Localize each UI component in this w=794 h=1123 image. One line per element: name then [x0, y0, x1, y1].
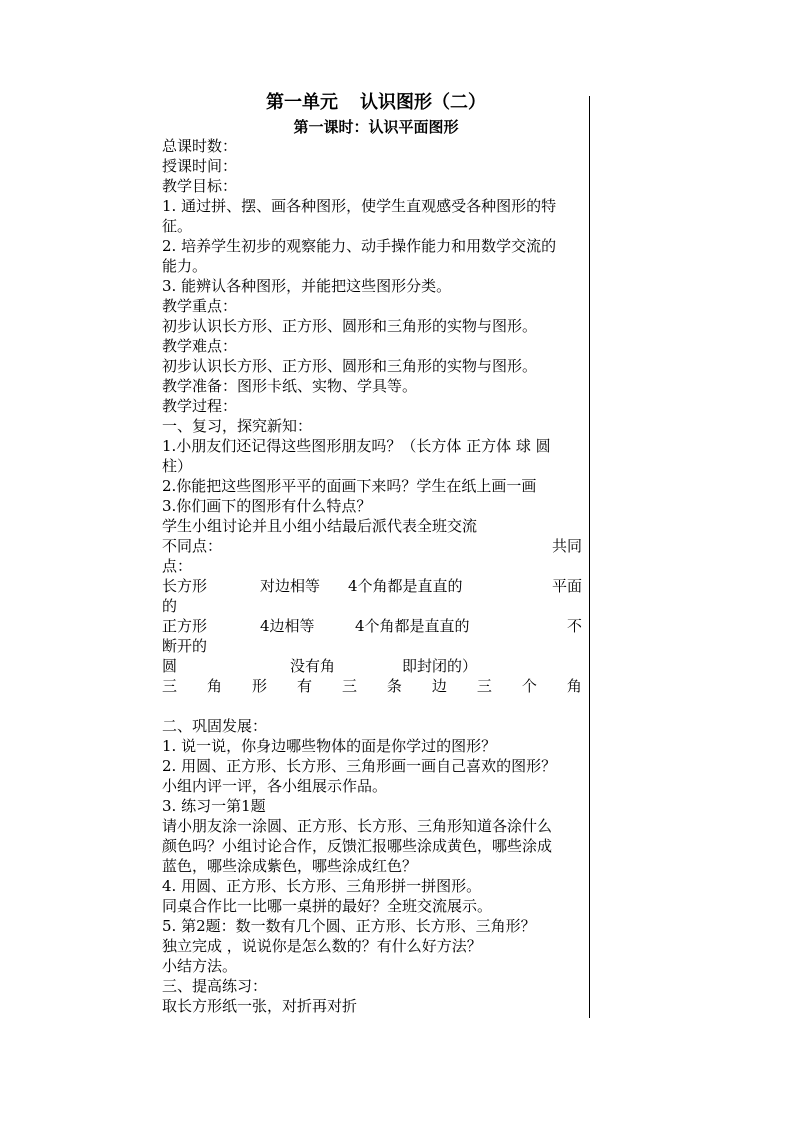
shape-name: 长方形	[162, 577, 208, 595]
text-line: 1. 说一说，你身边哪些物体的面是你学过的图形？	[162, 737, 497, 755]
text-line: 取长方形纸一张，对折再对折	[162, 997, 358, 1015]
page-title	[162, 92, 590, 114]
text-line: 小组内评一评，各小组展示作品。	[162, 777, 388, 795]
text-line: 的	[162, 597, 178, 615]
text-line: 柱）	[162, 457, 193, 475]
text-line: 点：	[162, 557, 193, 575]
char: 角	[566, 677, 582, 695]
char: 条	[386, 677, 402, 695]
shape-angles: 4个角都是直直的	[355, 617, 470, 635]
char: 形	[251, 677, 267, 695]
text-line: 初步认识长方形、正方形、圆形和三角形的实物与图形。	[162, 357, 538, 375]
shape-sides: 对边相等	[260, 577, 321, 595]
differences-label: 不同点：	[162, 537, 223, 555]
shape-common: 不	[566, 617, 582, 635]
text-line: 二、巩固发展：	[162, 717, 268, 735]
text-line: 三、提高练习：	[162, 977, 268, 995]
text-line: 1. 通过拼、摆、画各种图形，使学生直观感受各种图形的特	[162, 197, 557, 215]
text-line: 能力。	[162, 257, 208, 275]
lesson-plan-body	[162, 136, 582, 1016]
comparison-row-rectangle	[162, 576, 582, 596]
comparison-row-square	[162, 616, 582, 636]
comparison-row-triangle	[162, 676, 582, 696]
text-line: 蓝色，哪些涂成紫色，哪些涂成红色？	[162, 857, 418, 875]
lesson-subtitle: 第一课时：认识平面图形	[293, 118, 459, 136]
chapter-title: 认识图形（二）	[360, 92, 486, 113]
unit-title: 第一单元	[266, 92, 338, 113]
char: 边	[431, 677, 447, 695]
char: 三	[162, 677, 178, 695]
char: 角	[206, 677, 222, 695]
shape-angles: 4个角都是直直的	[348, 577, 463, 595]
text-line: 独立完成 ，说说你是怎么数的？有什么好方法？	[162, 937, 482, 955]
char: 个	[521, 677, 537, 695]
text-line: 教学难点：	[162, 337, 238, 355]
shape-common: 平面	[551, 577, 582, 595]
text-line: 3. 能辨认各种图形，并能把这些图形分类。	[162, 277, 452, 295]
text-line: 5. 第2题：数一数有几个圆、正方形、长方形、三角形？	[162, 917, 536, 935]
comparison-header	[162, 536, 582, 556]
text-line: 教学准备：图形卡纸、实物、学具等。	[162, 377, 418, 395]
common-label: 共同	[551, 537, 582, 555]
text-line: 2. 培养学生初步的观察能力、动手操作能力和用数学交流的	[162, 237, 557, 255]
shape-name: 圆	[162, 657, 178, 675]
margin-rule	[589, 96, 590, 1018]
char: 三	[341, 677, 357, 695]
text-line: 学生小组讨论并且小组小结最后派代表全班交流	[162, 517, 478, 535]
text-line: 教学过程：	[162, 397, 238, 415]
text-line: 教学目标：	[162, 177, 238, 195]
text-line: 一、复习，探究新知：	[162, 417, 313, 435]
text-line: 4. 用圆、正方形、长方形、三角形拼一拼图形。	[162, 877, 482, 895]
text-line: 教学重点：	[162, 297, 238, 315]
shape-common: 即封闭的）	[402, 657, 478, 675]
text-line: 2. 用圆、正方形、长方形、三角形画一画自己喜欢的图形？	[162, 757, 557, 775]
text-line: 颜色吗？小组讨论合作，反馈汇报哪些涂成黄色，哪些涂成	[162, 837, 553, 855]
text-line: 1.小朋友们还记得这些图形朋友吗？（长方体 正方体 球 圆	[162, 437, 551, 455]
text-line: 同桌合作比一比哪一桌拼的最好？全班交流展示。	[162, 897, 493, 915]
text-line: 授课时间：	[162, 157, 238, 175]
comparison-row-circle	[162, 656, 582, 676]
shape-sides: 4边相等	[260, 617, 315, 635]
text-line: 征。	[162, 217, 193, 235]
blank-line	[162, 696, 582, 716]
char: 有	[296, 677, 312, 695]
shape-name: 正方形	[162, 617, 208, 635]
text-line: 3. 练习一第1题	[162, 797, 266, 815]
text-line: 小结方法。	[162, 957, 238, 975]
char: 三	[476, 677, 492, 695]
text-line: 初步认识长方形、正方形、圆形和三角形的实物与图形。	[162, 317, 538, 335]
text-line: 2.你能把这些图形平平的面画下来吗？学生在纸上画一画	[162, 477, 537, 495]
text-line: 3.你们画下的图形有什么特点？	[162, 497, 372, 515]
text-line: 总课时数：	[162, 137, 238, 155]
text-line: 请小朋友涂一涂圆、正方形、长方形、三角形知道各涂什么	[162, 817, 553, 835]
text-line: 断开的	[162, 637, 208, 655]
shape-angles: 没有角	[290, 657, 336, 675]
